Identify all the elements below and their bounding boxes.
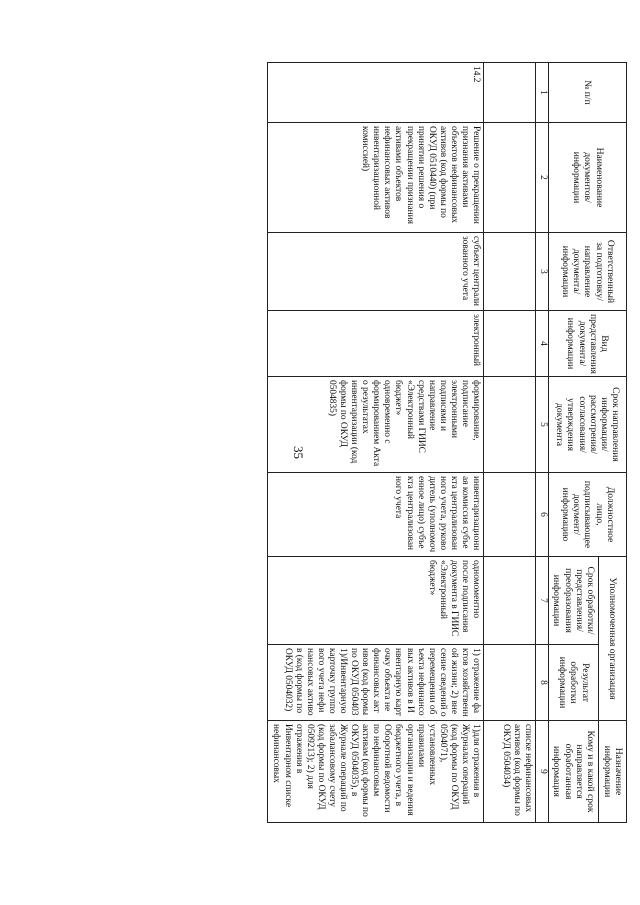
- header-destination: Назначение информации: [599, 721, 627, 823]
- cont-cell-8: [484, 645, 536, 721]
- responsible-cell: субъект централизованного учета: [268, 233, 484, 311]
- header-processing-term: Срок обработки/ представления/ преобразования информации: [549, 557, 599, 645]
- header-presentation-type: Вид представления документа/ информации: [549, 311, 627, 377]
- processing-term-cell: одномоментно после подписания документа в ГИИС «Электронный бюджет»: [268, 557, 484, 645]
- header-deadline: Срок направления информации/ рассмотрения/ согласования/ утверждения документа: [549, 377, 627, 473]
- colnum-1: 1: [536, 63, 549, 123]
- header-recipient: Кому и в какой срок направляется обработанная информация: [549, 721, 599, 823]
- cont-cell-1: [484, 63, 536, 123]
- cont-cell-3: [484, 233, 536, 311]
- header-processing-result: Результат обработки информации: [549, 645, 599, 721]
- cont-cell-9: списке нефинансовых активов (код формы по ОКУД 0504034): [484, 721, 536, 823]
- colnum-3: 3: [536, 233, 549, 311]
- colnum-5: 5: [536, 377, 549, 473]
- header-row-1: [599, 63, 627, 823]
- cont-cell-6: [484, 473, 536, 557]
- cont-cell-7: [484, 557, 536, 645]
- cont-cell-4: [484, 311, 536, 377]
- cont-cell-2: [484, 123, 536, 233]
- colnum-4: 4: [536, 311, 549, 377]
- colnum-7: 7: [536, 557, 549, 645]
- table-row-14-2: [268, 63, 484, 823]
- rotated-table-container: [169, 62, 627, 822]
- colnum-9: 9: [536, 721, 549, 823]
- row-number: 14.2: [268, 63, 484, 123]
- header-doc-name: Наименование документов/ информации: [549, 123, 627, 233]
- header-responsible: Ответственный за подготовку/ направление документа/ информации: [549, 233, 627, 311]
- colnum-6: 6: [536, 473, 549, 557]
- processing-result-cell: 1) отражение фактов хозяйственной жизни; 2) внесение сведений о перемещении объекта нефинансовых активов в Инвентарную карточку объекта нефинансовых активов (код формы по ОКУД 0504031)/Инвентарную карточку группового учета нефинансовых активов (код формы по ОКУД 0504032): [268, 645, 484, 721]
- page-number: 35: [291, 446, 306, 459]
- doc-name-cell: Решение о прекращении признания активами объектов нефинансовых активов (код формы по ОКУД 0510440) (при принятии решения о прекращении признания активами объектов нефинансовых активов инвентаризационной комиссией): [268, 123, 484, 233]
- document-table: [267, 62, 627, 823]
- header-number: № п/п: [549, 63, 627, 123]
- continuation-row: [484, 63, 536, 823]
- signatory-cell: инвентаризационная комиссия субъекта централизованного учета, руководитель (уполномоченное лицо) субъекта централизованного учета: [268, 473, 484, 557]
- colnum-8: 8: [536, 645, 549, 721]
- header-signatory: Должностное лицо, подписывающее документ/ информацию: [549, 473, 627, 557]
- cont-cell-5: [484, 377, 536, 473]
- header-authorized-org: Уполномоченная организация: [599, 557, 627, 721]
- colnum-2: 2: [536, 123, 549, 233]
- presentation-type-cell: электронный: [268, 311, 484, 377]
- recipient-cell: 1)для отражения в Журналах операций (код формы по ОКУД 0504071), установленных правилами организации и ведения бюджетного учета, в Оборотной ведомости по нефинансовым активам (код формы по ОКУД 0504035), в Журнале операций по забалансовому счету (код формы по ОКУД 0509213); 2) для отражения в Инвентарном списке нефинансовых: [268, 721, 484, 823]
- deadline-cell: формирование, подписание электронными подписями и направление средствами ГИИС «Электронный бюджет» одновременно с формированием Акта о результатах инвентаризации (код формы по ОКУД 0504835): [268, 377, 484, 473]
- column-numbers-row: [536, 63, 549, 823]
